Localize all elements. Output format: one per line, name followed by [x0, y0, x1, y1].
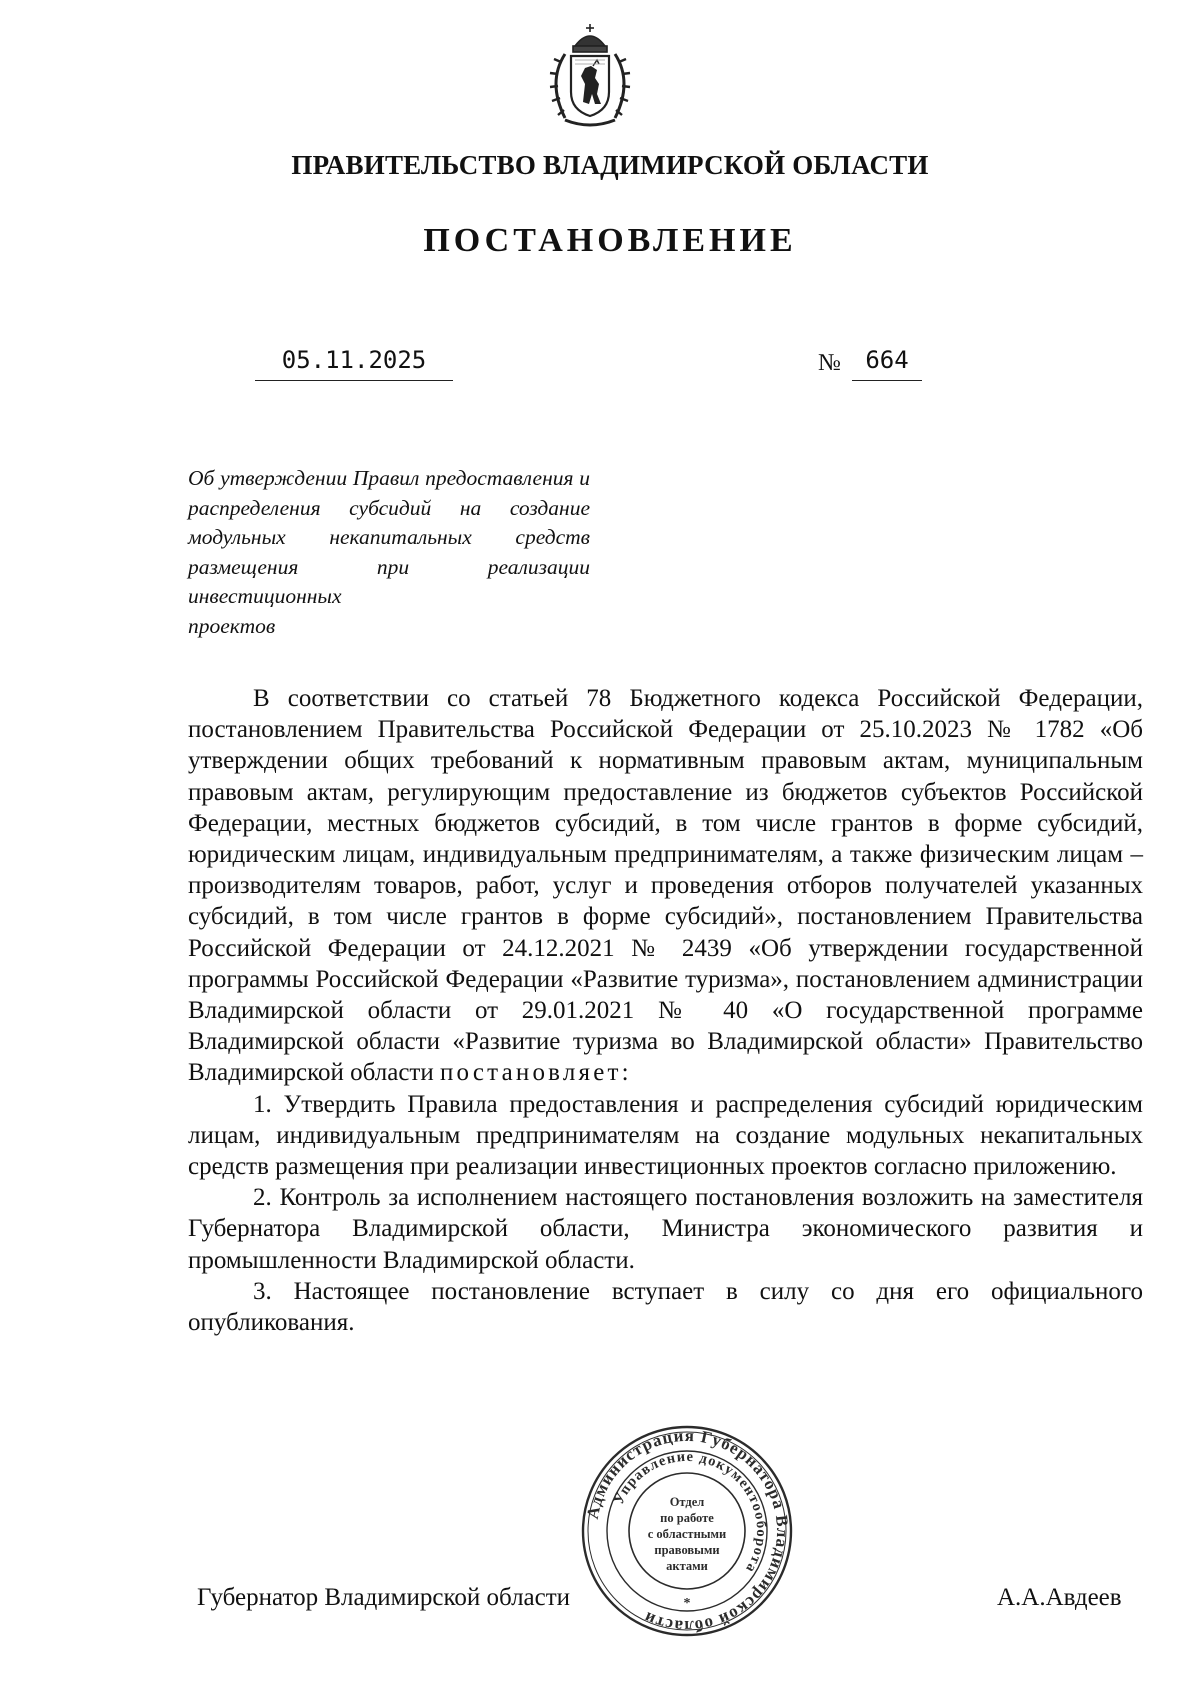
seal-inner-text: Управление документооборота: [610, 1448, 770, 1577]
seal-center-line: актами: [666, 1559, 708, 1573]
seal-outer-text: Администрация Губернатора Владимирской области: [582, 1425, 793, 1637]
signatory-title: Губернатор Владимирской области: [197, 1584, 571, 1611]
subject-line: предоставления и распределения: [188, 466, 590, 520]
subject-line: некапитальных средств размещения: [188, 525, 590, 579]
document-body: [188, 683, 1143, 1338]
seal-center-line: с областными: [647, 1527, 727, 1541]
seal-star: *: [683, 1596, 691, 1611]
seal-center-line: правовыми: [654, 1543, 720, 1557]
signatory-name: А.А.Авдеев: [997, 1584, 1122, 1611]
decree-word: постановляет:: [439, 1059, 632, 1087]
document-subject: [188, 464, 590, 641]
seal-center-line: по работе: [660, 1511, 714, 1525]
document-type-heading: ПОСТАНОВЛЕНИЕ: [423, 222, 797, 259]
number-sign: №: [818, 350, 841, 376]
seal-center-line: Отдел: [669, 1495, 705, 1509]
resolution-item: 3. Настоящее постановление вступает в силу со дня его официального опубликования.: [188, 1277, 1143, 1337]
document-date: 05.11.2025: [255, 346, 453, 381]
document-number: 664: [852, 346, 922, 381]
organization-title: ПРАВИТЕЛЬСТВО ВЛАДИМИРСКОЙ ОБЛАСТИ: [291, 150, 929, 180]
subject-line: при реализации инвестиционных: [188, 554, 590, 608]
preamble-text: В соответствии со статьей 78 Бюджетного кодекса Российской Федерации, постановлением Правительства Российской Федерации от 25.10.2023 № 1782 «Об утверждении общих требований к нормативным правовым актам, муниципальным правовым актам, регулирующим предоставление из бюджетов субъектов Российской Федерации, местных бюджетов субсидий, в том числе грантов в форме субсидий, юридическим лицам, индивидуальным предпринимателям, а также физическим лицам – производителям товаров, работ, услуг и проведения отборов получателей указанных субсидий, в том числе грантов в форме субсидий», постановлением Правительства Российской Федерации от 24.12.2021 № 2439 «Об утверждении государственной программы Российской Федерации «Развитие туризма», постановлением администрации Владимирской области от 29.01.2021 № 40 «О государственной программе Владимирской области «Развитие туризма во Владимирской области» Правительство Владимирской области: [188, 685, 1143, 1087]
preamble-paragraph: [188, 683, 1143, 1089]
official-seal-stamp: [578, 1422, 796, 1640]
resolution-item: 1. Утвердить Правила предоставления и распределения субсидий юридическим лицам, индивидуальным предпринимателям на создание модульных некапитальных средств размещения при реализации инвестиционных проектов согласно приложению.: [188, 1090, 1143, 1181]
subject-line: Об утверждении Правил: [188, 466, 420, 490]
coat-of-arms-emblem: [535, 22, 645, 130]
subject-line: проектов: [188, 613, 276, 638]
subject-line: субсидий на создание модульных: [188, 495, 591, 549]
resolution-item: 2. Контроль за исполнением настоящего постановления возложить на заместителя Губернатора Владимирской области, Министра экономического развития и промышленности Владимирской области.: [188, 1184, 1143, 1274]
